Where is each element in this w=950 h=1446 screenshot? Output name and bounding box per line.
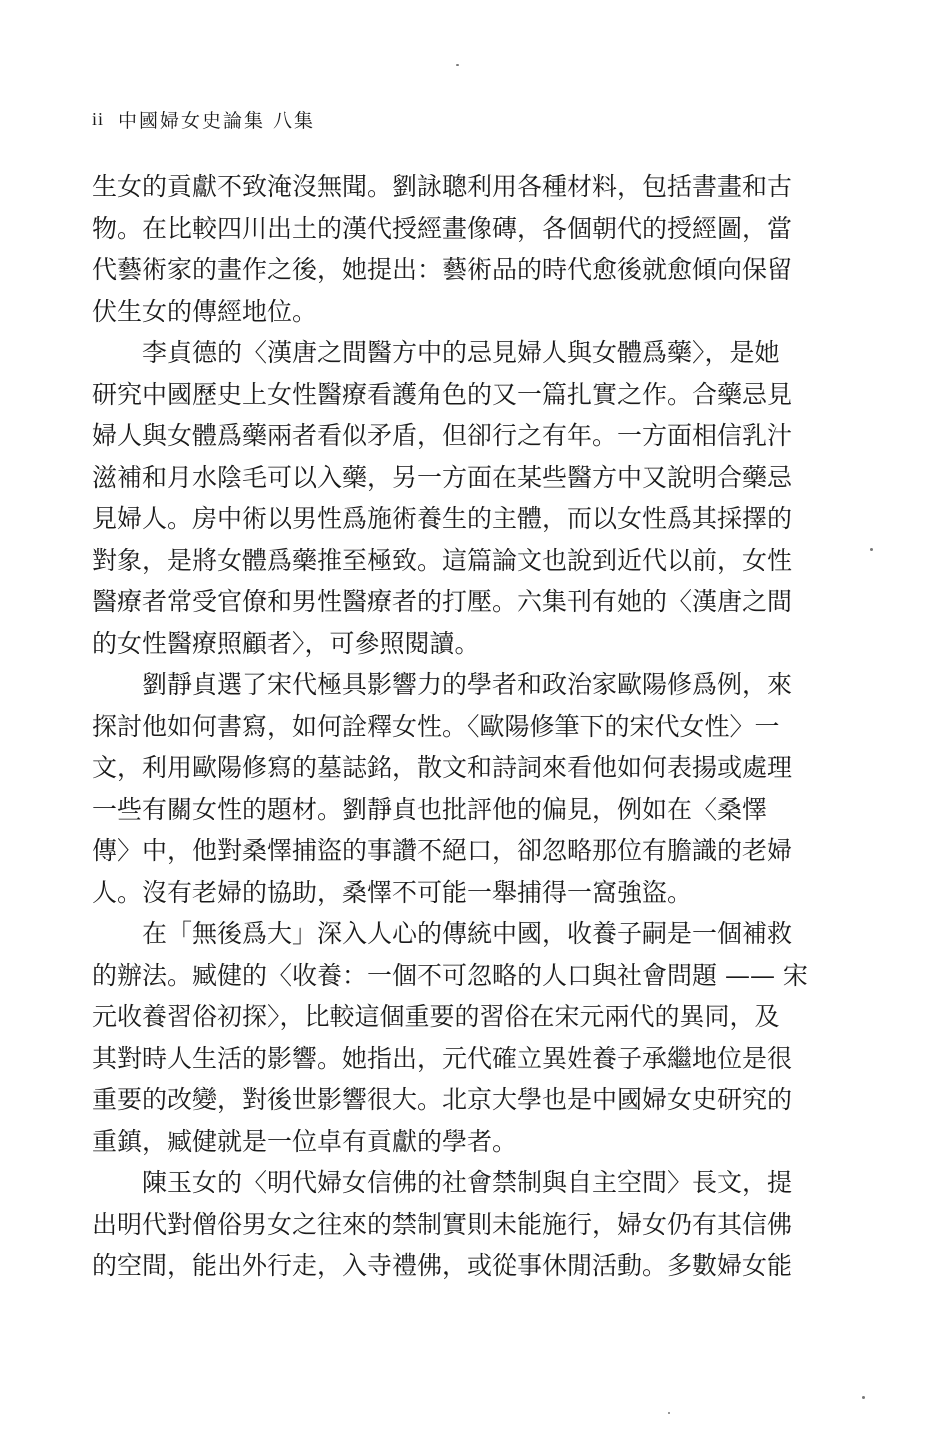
text-line: 在「無後爲大」深入人心的傳統中國，收養子嗣是一個補救 [142,919,793,948]
text-line: 滋補和月水陰毛可以入藥，另一方面在某些醫方中又說明合藥忌 [92,462,793,492]
text-line: 李貞德的〈漢唐之間醫方中的忌見婦人與女體爲藥〉，是她 [142,338,780,367]
scan-speck [668,1412,670,1414]
text-line: 的女性醫療照顧者〉，可參照閱讀。 [92,628,480,658]
paragraph-4 [92,913,852,1162]
text-line: 的辦法。臧健的〈收養：一個不可忽略的人口與社會問題 —— 宋 [92,960,808,990]
text-line: 醫療者常受官僚和男性醫療者的打壓。六集刊有她的〈漢唐之間 [92,587,793,616]
text-line: 婦人與女體爲藥兩者看似矛盾，但卻行之有年。一方面相信乳汁 [92,421,793,450]
text-line: 重要的改變，對後世影響很大。北京大學也是中國婦女史研究的 [92,1085,793,1114]
book-title: 中國婦女史論集 八集 [118,109,316,132]
paragraph-5 [92,1162,852,1287]
text-line: 元收養習俗初探〉，比較這個重要的習俗在宋元兩代的異同，及 [92,1002,780,1031]
text-line: 人。沒有老婦的協助，桑懌不可能一舉捕得一窩強盜。 [92,877,693,907]
text-line: 其對時人生活的影響。她指出，元代確立異姓養子承繼地位是很 [92,1043,793,1073]
paragraph-2 [92,332,852,664]
text-line: 物。在比較四川出土的漢代授經畫像磚，各個朝代的授經圖，當 [92,213,793,243]
text-line: 研究中國歷史上女性醫療看護角色的又一篇扎實之作。合藥忌見 [92,379,793,409]
body-text [92,166,852,1287]
text-line: 文，利用歐陽修寫的墓誌銘，散文和詩詞來看他如何表揚或處理 [92,753,793,782]
paragraph-1 [92,166,852,332]
page-number: ii [92,108,105,129]
text-line: 代藝術家的畫作之後，她提出：藝術品的時代愈後就愈傾向保留 [92,255,793,284]
text-line: 傳〉中，他對桑懌捕盜的事讚不絕口，卻忽略那位有膽識的老婦 [92,836,793,865]
text-line: 的空間，能出外行走，入寺禮佛，或從事休閒活動。多數婦女能 [92,1251,793,1280]
text-line: 對象，是將女體爲藥推至極致。這篇論文也說到近代以前，女性 [92,545,793,575]
text-line: 探討他如何書寫，如何詮釋女性。〈歐陽修筆下的宋代女性〉一 [92,711,780,741]
running-header [92,104,315,134]
scan-speck [870,548,873,551]
text-line: 陳玉女的〈明代婦女信佛的社會禁制與自主空間〉長文，提 [142,1168,793,1197]
scan-speck [456,64,459,66]
text-line: 出明代對僧俗男女之往來的禁制實則未能施行，婦女仍有其信佛 [92,1209,793,1239]
text-line: 重鎮，臧健就是一位卓有貢獻的學者。 [92,1126,518,1156]
text-line: 一些有關女性的題材。劉靜貞也批評他的偏見，例如在〈桑懌 [92,794,768,824]
text-line: 伏生女的傳經地位。 [92,296,318,326]
scan-speck [862,1396,865,1399]
paragraph-3 [92,664,852,913]
text-line: 見婦人。房中術以男性爲施術養生的主體，而以女性爲其採擇的 [92,504,793,533]
text-line: 劉靜貞選了宋代極具影響力的學者和政治家歐陽修爲例，來 [142,670,793,699]
text-line: 生女的貢獻不致淹沒無聞。劉詠聰利用各種材料，包括書畫和古 [92,172,793,201]
